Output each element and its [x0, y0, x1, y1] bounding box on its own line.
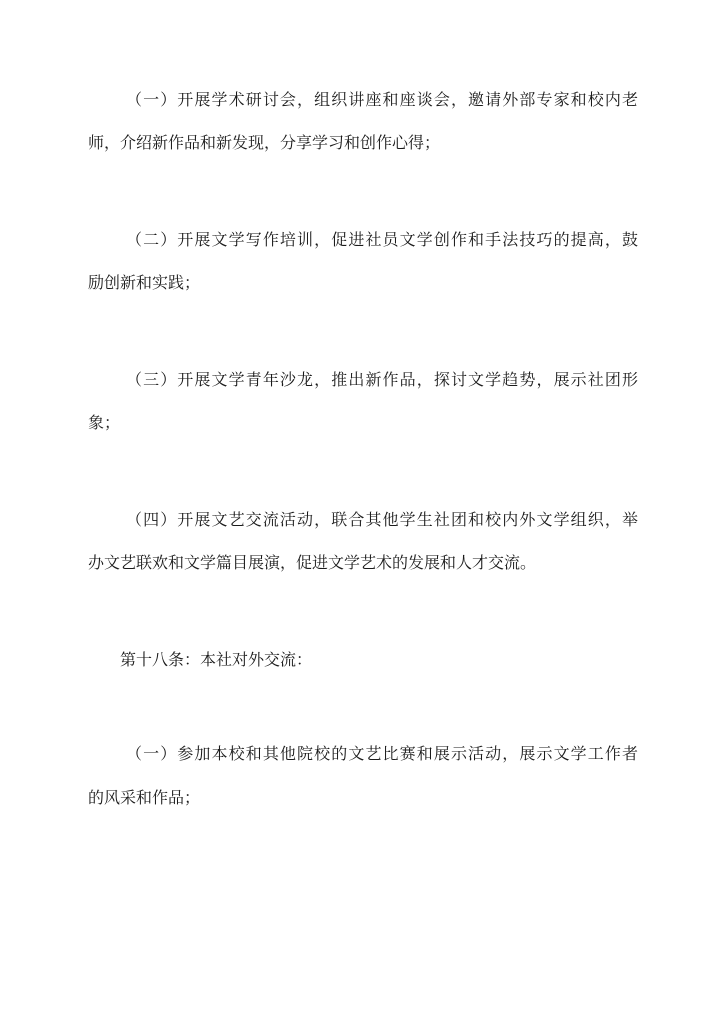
paragraph-3-line-2: 象； [88, 413, 121, 432]
paragraph-2-line-2: 励创新和实践； [88, 273, 201, 292]
paragraph-3-line-1: （三）开展文学青年沙龙，推出新作品，探讨文学趋势，展示社团形 [126, 370, 638, 389]
article-item-1-line-1: （一）参加本校和其他院校的文艺比赛和展示活动，展示文学工作者 [126, 744, 638, 763]
article-heading: 第十八条：本社对外交流： [120, 650, 313, 669]
paragraph-2-line-1: （二）开展文学写作培训，促进社员文学创作和手法技巧的提高，鼓 [126, 230, 638, 249]
paragraph-4-line-1: （四）开展文艺交流活动，联合其他学生社团和校内外文学组织，举 [126, 510, 638, 529]
article-item-1-line-2: 的风采和作品； [88, 788, 201, 807]
paragraph-1-line-2: 师，介绍新作品和新发现，分享学习和创作心得； [88, 133, 441, 152]
paragraph-1-line-1: （一）开展学术研讨会，组织讲座和座谈会，邀请外部专家和校内老 [126, 90, 638, 109]
paragraph-4-line-2: 办文艺联欢和文学篇目展演，促进文学艺术的发展和人才交流。 [88, 553, 537, 572]
